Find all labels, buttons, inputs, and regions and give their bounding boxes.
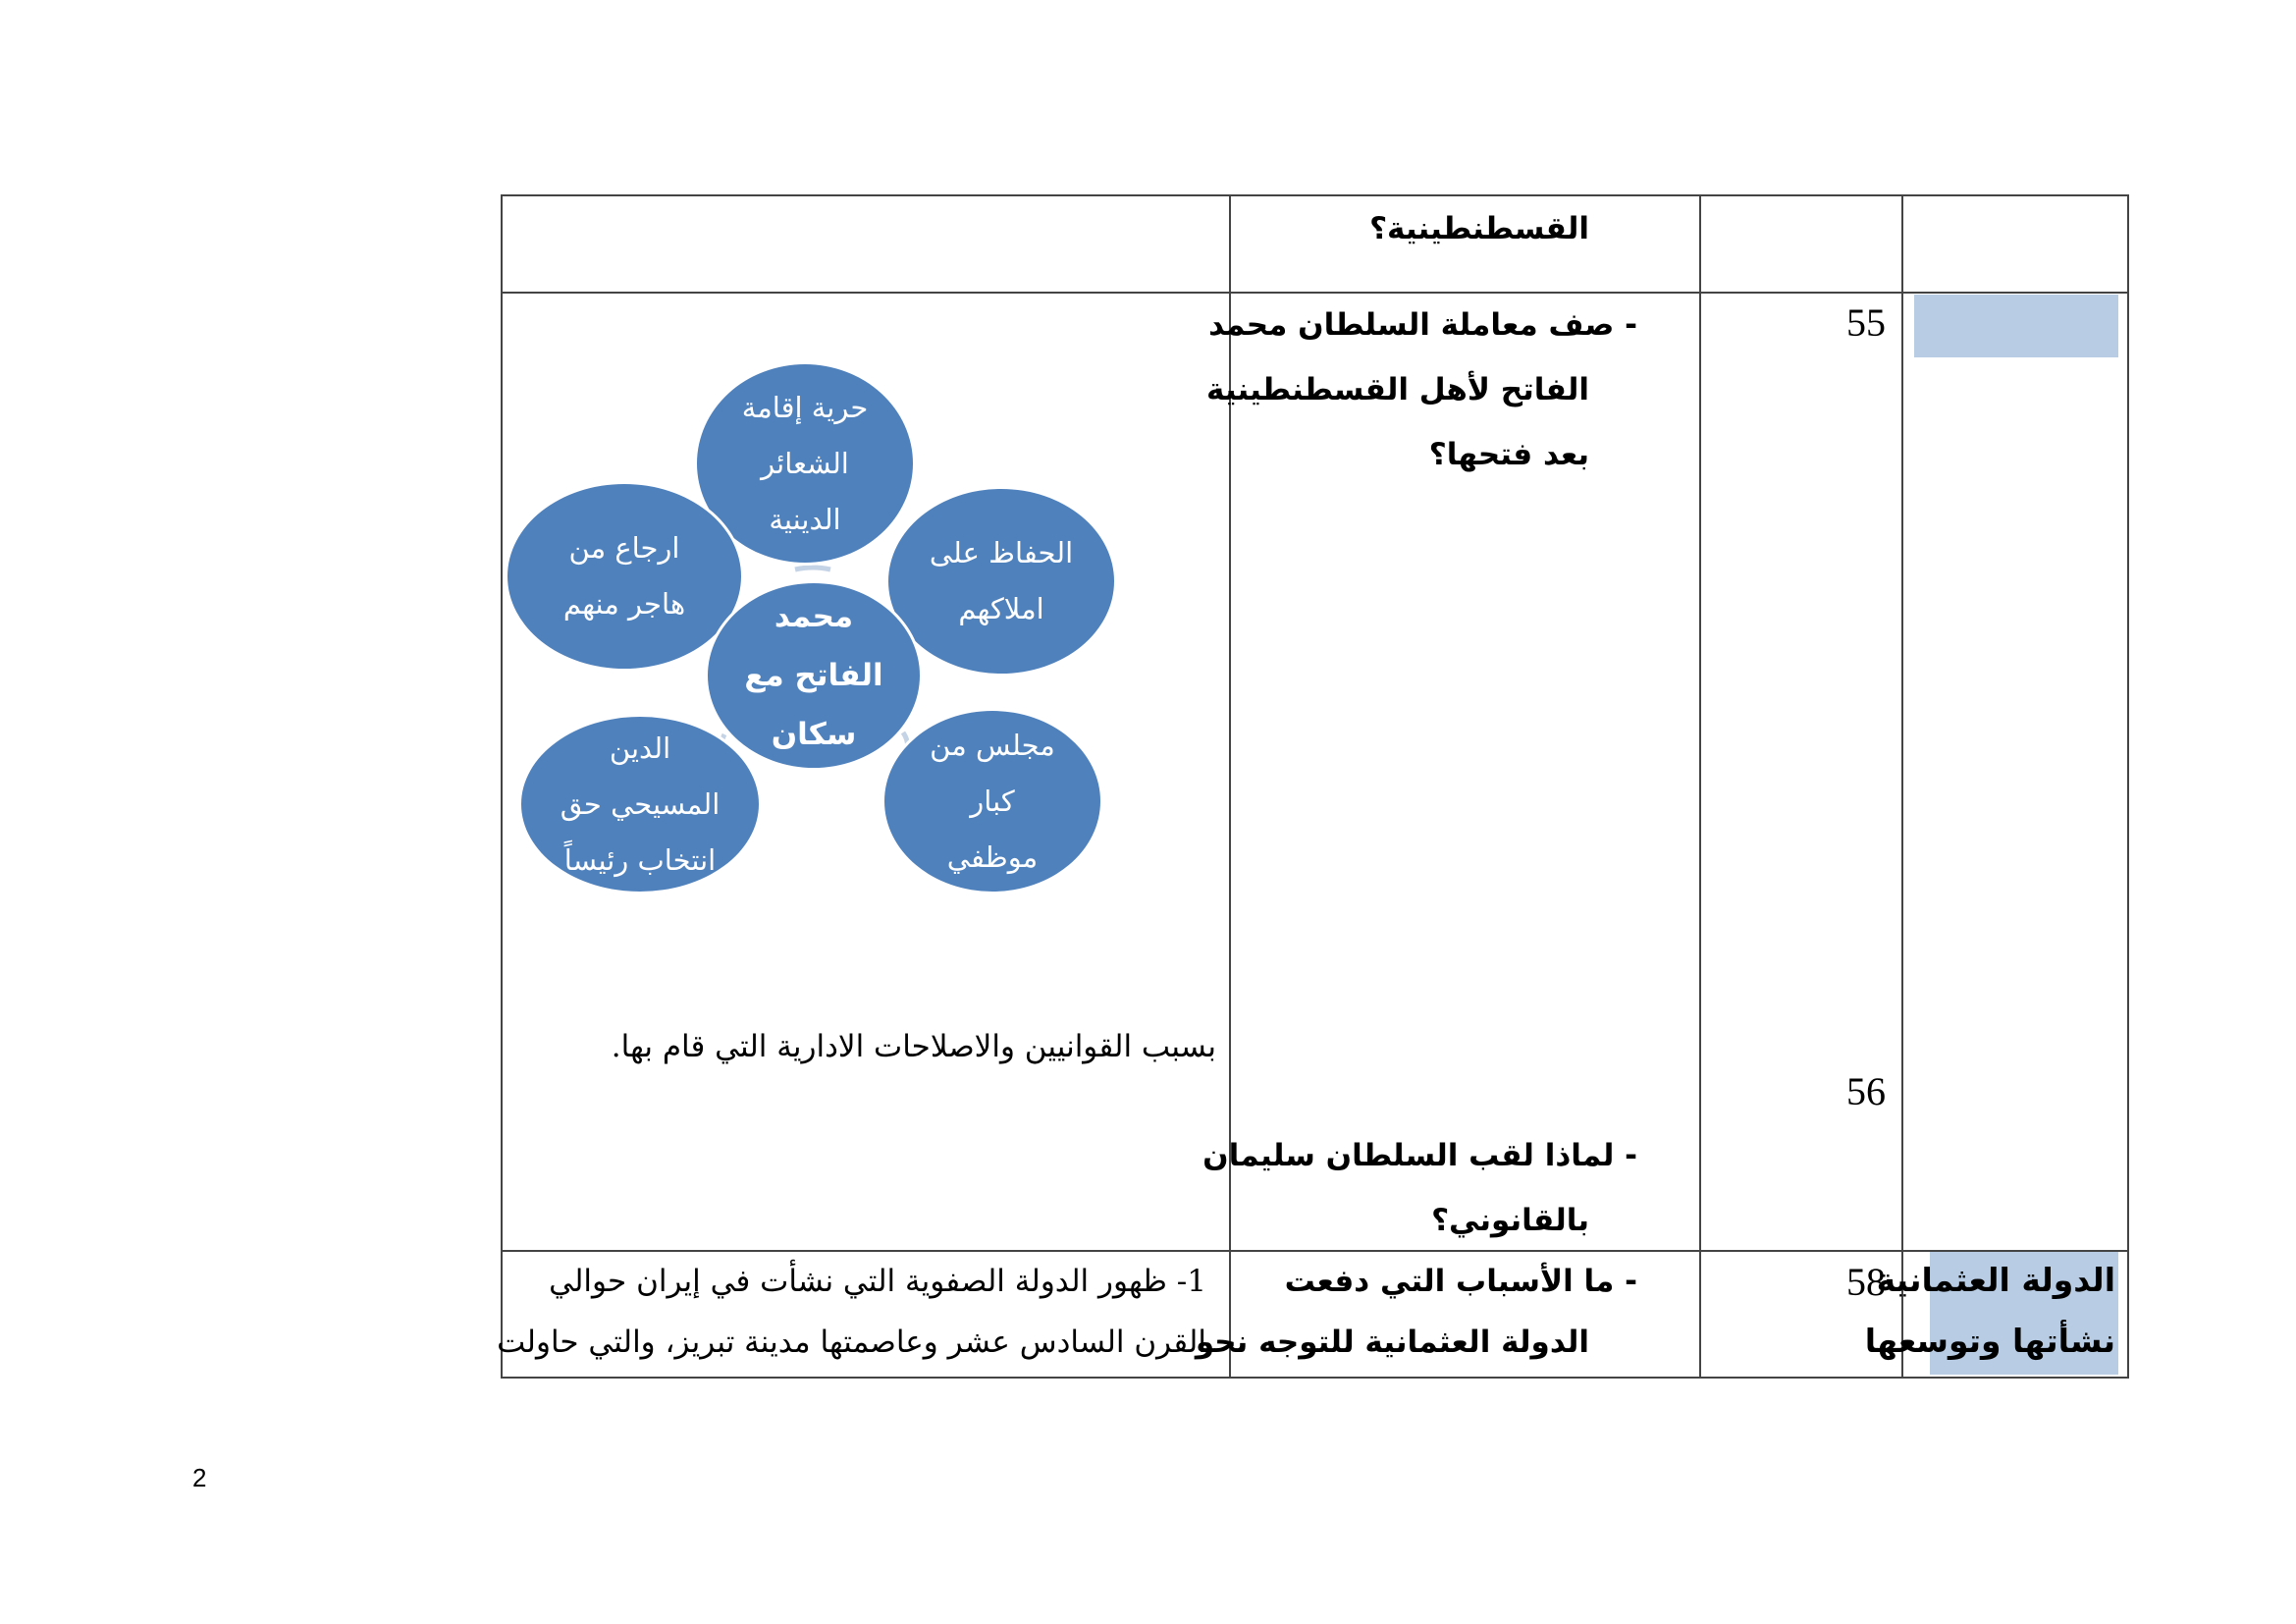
question-text-line: بعد فتحها؟ [1428,437,1589,472]
question-number: 58 [1846,1260,1886,1304]
column-divider [1901,196,1903,1377]
page-number: 2 [192,1463,207,1492]
diagram-circle-center: محمد الفاتح مع سكان [705,580,923,771]
diagram-circle-right: الحفاظ على املاكهم [885,486,1117,677]
answer-text-line: القرن السادس عشر وعاصمتها مدينة تبريز، والتي حاولت [497,1325,1206,1360]
question-text-line: الفاتح لأهل القسطنطينية [1206,372,1589,407]
question-text-line: - ما الأسباب التي دفعت [1284,1264,1637,1299]
answer-text: بسبب القوانيين والاصلاحات الادارية التي قام بها. [611,1029,1216,1064]
question-text-line: الدولة العثمانية للتوجه نحو [1195,1325,1589,1360]
diagram-circle-bottom-left: الدين المسيحي حق انتخاب رئيساً [518,714,762,894]
topic-highlight [1914,295,2118,357]
topic-title-line: الدولة العثمانية [1876,1261,2115,1299]
question-text-line: - لماذا لقب السلطان سليمان [1202,1138,1637,1173]
topic-title-line: نشأتها وتوسعها [1864,1322,2115,1360]
column-divider [1699,196,1701,1377]
diagram-circle-left: ارجاع من هاجر منهم [505,481,744,672]
answer-text-line: 1- ظهور الدولة الصفوية التي نشأت في إيران حوالي [549,1264,1206,1299]
question-number: 56 [1846,1069,1886,1113]
question-text: القسطنطينية؟ [1369,211,1589,246]
connector-arc [795,568,830,569]
question-text-line: - صف معاملة السلطان محمد [1208,307,1637,343]
diagram-circle-bottom-right: مجلس من كبار موظفي [881,708,1103,894]
question-number: 55 [1846,300,1886,345]
diagram-circle-top: حرية إقامة الشعائر الدينية [694,361,916,566]
question-text-line: بالقانوني؟ [1431,1203,1589,1238]
